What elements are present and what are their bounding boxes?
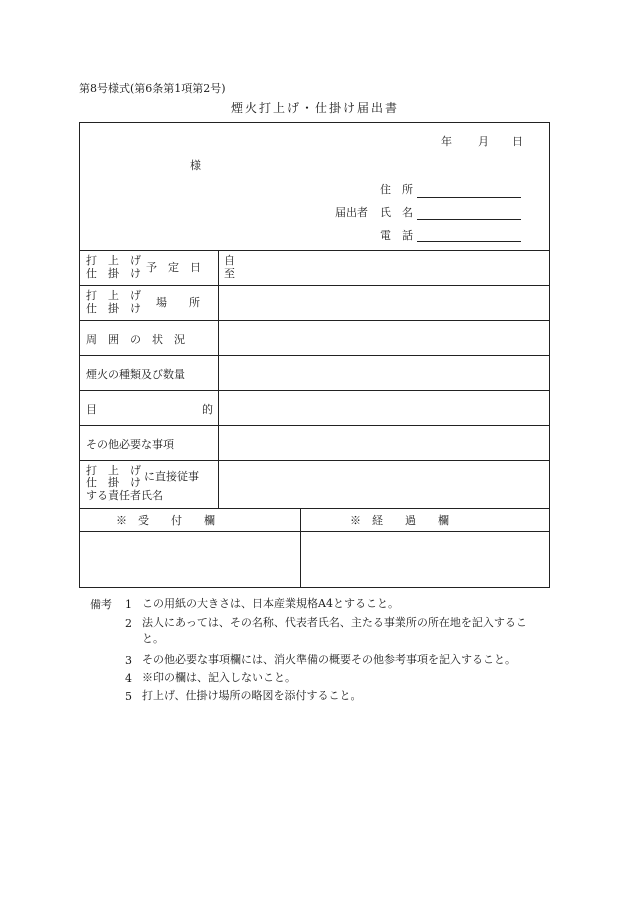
schedule-label-line2: 仕 掛 け <box>86 267 141 280</box>
note-num: 1 <box>125 598 132 611</box>
location-label-suffix: 場 所 <box>156 296 200 309</box>
name-label: 氏 名 <box>380 206 413 219</box>
notes-label: 備考 <box>90 598 112 611</box>
purpose-label-b: 的 <box>202 403 213 416</box>
row-divider <box>80 250 549 251</box>
row-divider <box>80 285 549 286</box>
row-divider <box>80 425 549 426</box>
schedule-label-suffix: 予 定 日 <box>146 261 201 274</box>
schedule-label-line1: 打 上 げ <box>86 254 141 267</box>
address-field[interactable] <box>417 197 521 198</box>
schedule-from: 自 <box>224 254 235 267</box>
name-field[interactable] <box>417 219 521 220</box>
phone-field[interactable] <box>417 241 521 242</box>
responsible-label-bottom: する責任者氏名 <box>86 489 163 502</box>
location-label-line2: 仕 掛 け <box>86 302 141 315</box>
note-text: その他必要な事項欄には、消火準備の概要その他参考事項を記入すること。 <box>142 653 516 666</box>
date-year: 年 <box>441 135 452 148</box>
label-column-divider <box>218 250 219 508</box>
responsible-label-line2: 仕 掛 け <box>86 476 141 489</box>
progress-header: ※ 経 過 欄 <box>350 514 449 527</box>
phone-label: 電 話 <box>380 229 413 242</box>
form-frame <box>79 122 550 588</box>
date-month: 月 <box>478 135 489 148</box>
row-divider <box>80 355 549 356</box>
responsible-label-suffix: に直接従事 <box>144 470 199 483</box>
note-num: 2 <box>125 617 132 630</box>
other-label: その他必要な事項 <box>86 438 174 451</box>
date-day: 日 <box>512 135 523 148</box>
applicant-label: 届出者 <box>335 206 368 219</box>
note-text: 打上げ、仕掛け場所の略図を添付すること。 <box>142 689 362 702</box>
purpose-label-a: 目 <box>86 403 97 416</box>
note-num: 3 <box>125 654 132 667</box>
reception-header: ※ 受 付 欄 <box>116 514 215 527</box>
fireworks-label: 煙火の種類及び数量 <box>86 368 185 381</box>
row-divider <box>80 320 549 321</box>
row-divider <box>80 531 549 532</box>
schedule-to: 至 <box>224 267 235 280</box>
surroundings-label: 周 囲 の 状 況 <box>86 333 185 346</box>
note-text: この用紙の大きさは、日本産業規格A4とすること。 <box>142 597 399 610</box>
note-num: 5 <box>125 690 132 703</box>
address-label: 住 所 <box>380 183 413 196</box>
form-title: 煙火打上げ・仕掛け届出書 <box>230 101 399 115</box>
reception-divider <box>300 508 301 587</box>
responsible-label-line1: 打 上 げ <box>86 464 141 477</box>
addressee-sama: 様 <box>190 159 201 172</box>
note-text: 法人にあっては、その名称、代表者氏名、主たる事業所の所在地を記入すること。 <box>142 616 527 645</box>
row-divider <box>80 460 549 461</box>
note-text: ※印の欄は、記入しないこと。 <box>142 671 296 684</box>
row-divider <box>80 390 549 391</box>
row-divider <box>80 508 549 509</box>
location-label-line1: 打 上 げ <box>86 289 141 302</box>
form-reference: 第8号様式(第6条第1項第2号) <box>79 82 226 95</box>
note-num: 4 <box>125 672 132 685</box>
